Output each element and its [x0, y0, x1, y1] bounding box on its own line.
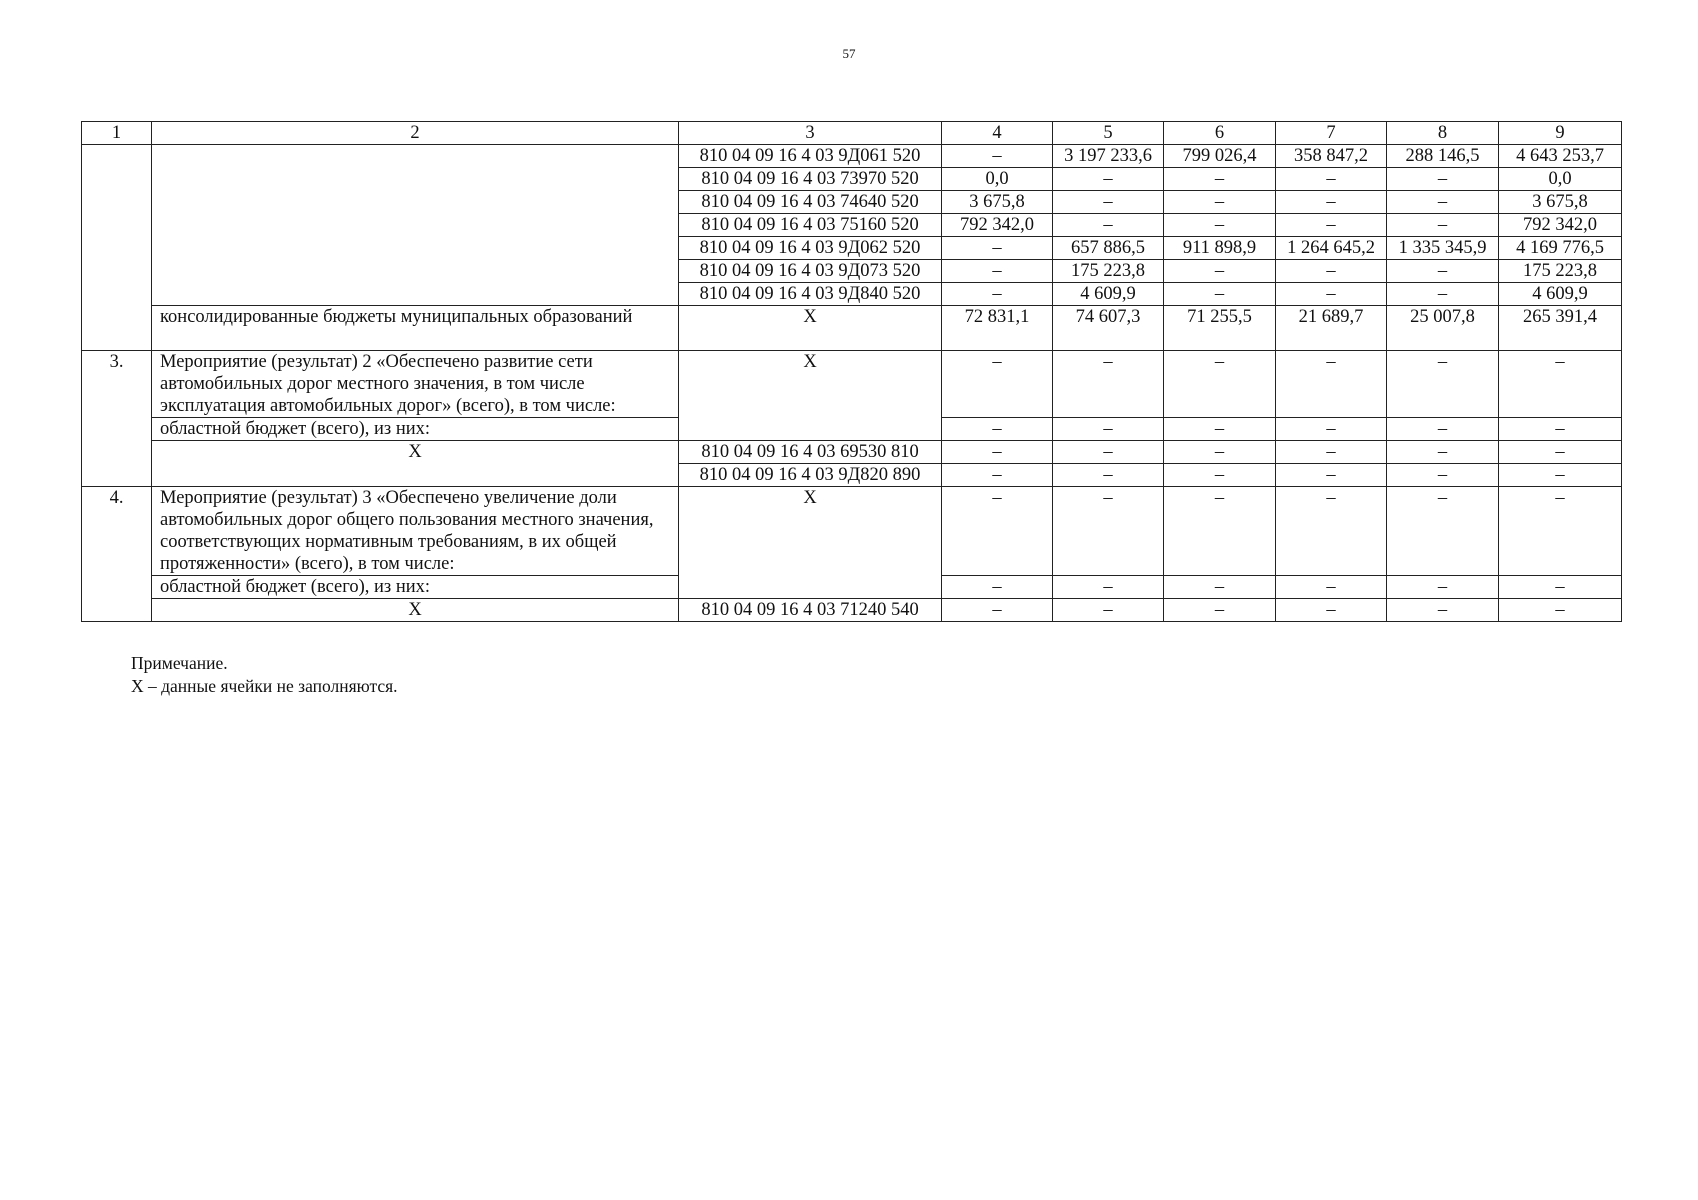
- column-header-1: 1: [82, 122, 152, 145]
- column-header-4: 4: [942, 122, 1053, 145]
- budget-code-cell: Х: [679, 487, 942, 599]
- table-row: [82, 145, 1622, 168]
- budget-code-cell: 810 04 09 16 4 03 74640 520: [679, 191, 942, 214]
- note-text: Х – данные ячейки не заполняются.: [131, 676, 398, 696]
- value-cell: 799 026,4: [1164, 145, 1276, 168]
- value-cell: –: [1499, 576, 1622, 599]
- value-cell: –: [1276, 418, 1387, 441]
- note-title: Примечание.: [131, 653, 228, 673]
- value-cell: 1 264 645,2: [1276, 237, 1387, 260]
- budget-code-cell: 810 04 09 16 4 03 71240 540: [679, 599, 942, 622]
- column-header-6: 6: [1164, 122, 1276, 145]
- value-cell: –: [942, 576, 1053, 599]
- value-cell: –: [1164, 260, 1276, 283]
- value-cell: –: [1276, 191, 1387, 214]
- table-row: [82, 599, 1622, 622]
- value-cell: 792 342,0: [1499, 214, 1622, 237]
- column-header-5: 5: [1053, 122, 1164, 145]
- value-cell: 4 169 776,5: [1499, 237, 1622, 260]
- value-cell: 71 255,5: [1164, 306, 1276, 351]
- value-cell: –: [1276, 351, 1387, 418]
- budget-table: [81, 121, 1622, 622]
- value-cell: –: [1387, 168, 1499, 191]
- value-cell: 3 675,8: [1499, 191, 1622, 214]
- value-cell: –: [1387, 260, 1499, 283]
- value-cell: –: [1499, 464, 1622, 487]
- value-cell: –: [1164, 283, 1276, 306]
- header-row: [82, 122, 1622, 145]
- item-title: Мероприятие (результат) 2 «Обеспечено развитие сети автомобильных дорог местного значения, в том числе эксплуатация автомобильных дорог» (всего), в том числе:: [152, 351, 679, 418]
- table-row: [82, 441, 1622, 464]
- sub-label-cell: Х: [152, 599, 679, 622]
- sub-label-cell: Х: [152, 441, 679, 487]
- value-cell: –: [1499, 441, 1622, 464]
- value-cell: –: [1164, 599, 1276, 622]
- value-cell: 792 342,0: [942, 214, 1053, 237]
- value-cell: –: [1276, 441, 1387, 464]
- budget-code-cell: 810 04 09 16 4 03 9Д073 520: [679, 260, 942, 283]
- value-cell: –: [942, 260, 1053, 283]
- value-cell: –: [1276, 487, 1387, 576]
- budget-code-cell: 810 04 09 16 4 03 9Д840 520: [679, 283, 942, 306]
- value-cell: –: [1387, 464, 1499, 487]
- value-cell: –: [1387, 214, 1499, 237]
- value-cell: –: [1387, 441, 1499, 464]
- value-cell: –: [1164, 464, 1276, 487]
- value-cell: 265 391,4: [1499, 306, 1622, 351]
- value-cell: 0,0: [942, 168, 1053, 191]
- budget-code-cell: 810 04 09 16 4 03 9Д061 520: [679, 145, 942, 168]
- value-cell: –: [942, 418, 1053, 441]
- column-header-2: 2: [152, 122, 679, 145]
- value-cell: –: [942, 487, 1053, 576]
- value-cell: –: [1053, 168, 1164, 191]
- value-cell: 911 898,9: [1164, 237, 1276, 260]
- budget-code-cell: Х: [679, 351, 942, 441]
- value-cell: –: [1164, 214, 1276, 237]
- value-cell: –: [1164, 191, 1276, 214]
- value-cell: –: [1387, 351, 1499, 418]
- value-cell: 72 831,1: [942, 306, 1053, 351]
- value-cell: 74 607,3: [1053, 306, 1164, 351]
- value-cell: 21 689,7: [1276, 306, 1387, 351]
- budget-code-cell: 810 04 09 16 4 03 9Д062 520: [679, 237, 942, 260]
- budget-code-cell: 810 04 09 16 4 03 69530 810: [679, 441, 942, 464]
- value-cell: –: [1053, 441, 1164, 464]
- value-cell: –: [1276, 576, 1387, 599]
- budget-code-cell: 810 04 09 16 4 03 9Д820 890: [679, 464, 942, 487]
- value-cell: –: [1276, 283, 1387, 306]
- value-cell: –: [1053, 191, 1164, 214]
- item3-row: [82, 351, 1622, 418]
- label-cell: [152, 145, 679, 306]
- value-cell: –: [1499, 599, 1622, 622]
- value-cell: –: [1387, 418, 1499, 441]
- value-cell: –: [1499, 351, 1622, 418]
- budget-code-cell: 810 04 09 16 4 03 75160 520: [679, 214, 942, 237]
- value-cell: 175 223,8: [1499, 260, 1622, 283]
- value-cell: –: [1499, 418, 1622, 441]
- value-cell: 175 223,8: [1053, 260, 1164, 283]
- value-cell: –: [1276, 260, 1387, 283]
- consolidated-label: консолидированные бюджеты муниципальных образований: [152, 306, 679, 351]
- value-cell: –: [1499, 487, 1622, 576]
- value-cell: –: [1053, 464, 1164, 487]
- column-header-8: 8: [1387, 122, 1499, 145]
- value-cell: 3 675,8: [942, 191, 1053, 214]
- item4-row: [82, 487, 1622, 576]
- column-header-9: 9: [1499, 122, 1622, 145]
- value-cell: –: [1053, 599, 1164, 622]
- value-cell: –: [1387, 283, 1499, 306]
- value-cell: 4 609,9: [1499, 283, 1622, 306]
- value-cell: 288 146,5: [1387, 145, 1499, 168]
- value-cell: 4 609,9: [1053, 283, 1164, 306]
- value-cell: 657 886,5: [1053, 237, 1164, 260]
- value-cell: –: [1164, 441, 1276, 464]
- value-cell: –: [1164, 418, 1276, 441]
- num-cell: [82, 145, 152, 351]
- value-cell: –: [1164, 576, 1276, 599]
- value-cell: –: [1387, 576, 1499, 599]
- value-cell: –: [1276, 464, 1387, 487]
- value-cell: –: [1164, 351, 1276, 418]
- value-cell: –: [1276, 168, 1387, 191]
- value-cell: –: [1276, 214, 1387, 237]
- value-cell: –: [1164, 487, 1276, 576]
- value-cell: –: [942, 351, 1053, 418]
- value-cell: –: [942, 599, 1053, 622]
- item-number: 3.: [82, 351, 152, 487]
- value-cell: –: [1053, 576, 1164, 599]
- column-header-7: 7: [1276, 122, 1387, 145]
- consolidated-row: [82, 306, 1622, 351]
- regional-budget-label: областной бюджет (всего), из них:: [152, 576, 679, 599]
- value-cell: –: [1164, 168, 1276, 191]
- value-cell: 358 847,2: [1276, 145, 1387, 168]
- value-cell: 3 197 233,6: [1053, 145, 1164, 168]
- value-cell: –: [1276, 599, 1387, 622]
- note: [131, 652, 398, 698]
- value-cell: –: [1387, 487, 1499, 576]
- value-cell: –: [1053, 214, 1164, 237]
- regional-budget-label: областной бюджет (всего), из них:: [152, 418, 679, 441]
- column-header-3: 3: [679, 122, 942, 145]
- item-title: Мероприятие (результат) 3 «Обеспечено увеличение доли автомобильных дорог общего пользования местного значения, соответствующих нормативным требованиям, в их общей протяженности» (всего), в том числе:: [152, 487, 679, 576]
- value-cell: –: [1053, 351, 1164, 418]
- value-cell: 1 335 345,9: [1387, 237, 1499, 260]
- value-cell: –: [1387, 191, 1499, 214]
- budget-code-cell: Х: [679, 306, 942, 351]
- value-cell: –: [942, 145, 1053, 168]
- budget-code-cell: 810 04 09 16 4 03 73970 520: [679, 168, 942, 191]
- page-number: 57: [842, 46, 856, 61]
- value-cell: –: [942, 441, 1053, 464]
- value-cell: –: [942, 237, 1053, 260]
- value-cell: –: [942, 283, 1053, 306]
- value-cell: –: [942, 464, 1053, 487]
- value-cell: 25 007,8: [1387, 306, 1499, 351]
- value-cell: 0,0: [1499, 168, 1622, 191]
- value-cell: –: [1387, 599, 1499, 622]
- value-cell: 4 643 253,7: [1499, 145, 1622, 168]
- item-number: 4.: [82, 487, 152, 622]
- value-cell: –: [1053, 487, 1164, 576]
- value-cell: –: [1053, 418, 1164, 441]
